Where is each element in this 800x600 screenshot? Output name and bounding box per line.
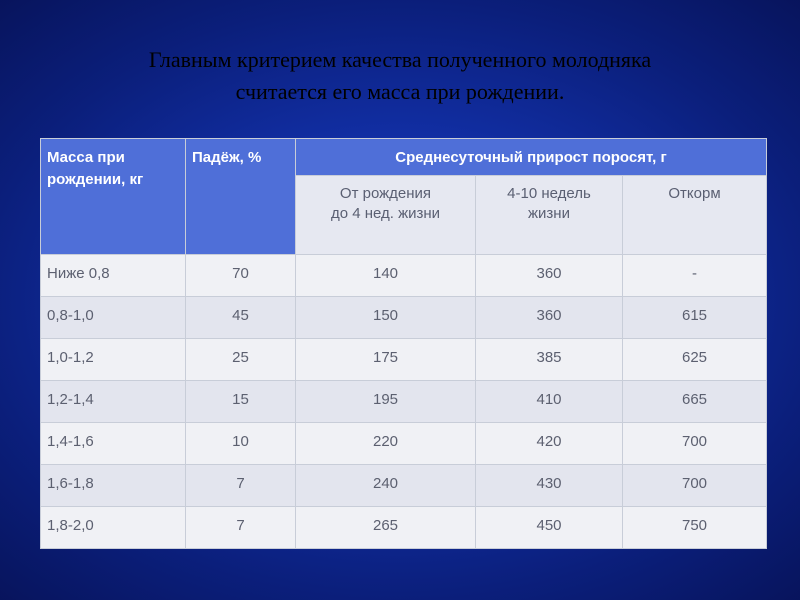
cell-fattening: 750 xyxy=(623,507,767,549)
header-daily-gain-group: Среднесуточный прирост поросят, г xyxy=(296,139,767,176)
table-header-row xyxy=(41,139,767,176)
cell-weeks-4-10: 420 xyxy=(476,423,623,465)
subheader-4-10-weeks-line-2: жизни xyxy=(528,205,570,223)
cell-weeks-4-10: 360 xyxy=(476,255,623,297)
cell-mass: 1,0-1,2 xyxy=(41,339,186,381)
cell-mass: Ниже 0,8 xyxy=(41,255,186,297)
header-mortality: Падёж, % xyxy=(186,139,296,255)
cell-weeks-4-10: 450 xyxy=(476,507,623,549)
cell-birth-4w: 220 xyxy=(296,423,476,465)
table-row xyxy=(41,381,767,423)
header-birth-mass-line-2: рождении, кг xyxy=(47,171,144,188)
subheader-fattening: Откорм xyxy=(623,176,767,255)
cell-birth-4w: 240 xyxy=(296,465,476,507)
cell-mass: 1,8-2,0 xyxy=(41,507,186,549)
birth-mass-table xyxy=(40,138,767,549)
cell-mass: 1,6-1,8 xyxy=(41,465,186,507)
table-row xyxy=(41,297,767,339)
cell-mass: 1,4-1,6 xyxy=(41,423,186,465)
slide-title-line-1: Главным критерием качества полученного молодняка xyxy=(148,47,652,72)
cell-weeks-4-10: 360 xyxy=(476,297,623,339)
cell-fattening: - xyxy=(623,255,767,297)
cell-birth-4w: 265 xyxy=(296,507,476,549)
cell-mortality: 7 xyxy=(186,465,296,507)
cell-birth-4w: 140 xyxy=(296,255,476,297)
cell-mortality: 7 xyxy=(186,507,296,549)
subheader-birth-to-4-weeks-line-2: до 4 нед. жизни xyxy=(330,205,441,223)
cell-mortality: 10 xyxy=(186,423,296,465)
cell-mass: 0,8-1,0 xyxy=(41,297,186,339)
cell-mortality: 70 xyxy=(186,255,296,297)
cell-fattening: 665 xyxy=(623,381,767,423)
slide-title-line-2: считается его масса при рождении. xyxy=(235,79,565,104)
cell-fattening: 615 xyxy=(623,297,767,339)
subheader-birth-to-4-weeks xyxy=(296,176,476,255)
cell-fattening: 700 xyxy=(623,423,767,465)
slide-title xyxy=(0,44,800,108)
table-row xyxy=(41,339,767,381)
cell-mortality: 15 xyxy=(186,381,296,423)
cell-birth-4w: 195 xyxy=(296,381,476,423)
cell-birth-4w: 150 xyxy=(296,297,476,339)
cell-weeks-4-10: 385 xyxy=(476,339,623,381)
subheader-4-10-weeks-line-1: 4-10 недель xyxy=(507,185,591,203)
header-birth-mass xyxy=(41,139,186,255)
cell-birth-4w: 175 xyxy=(296,339,476,381)
table-row xyxy=(41,423,767,465)
subheader-4-10-weeks xyxy=(476,176,623,255)
cell-fattening: 700 xyxy=(623,465,767,507)
table-row xyxy=(41,255,767,297)
cell-mortality: 25 xyxy=(186,339,296,381)
cell-mass: 1,2-1,4 xyxy=(41,381,186,423)
cell-weeks-4-10: 430 xyxy=(476,465,623,507)
subheader-birth-to-4-weeks-line-1: От рождения xyxy=(339,185,432,203)
cell-mortality: 45 xyxy=(186,297,296,339)
table-row xyxy=(41,465,767,507)
header-birth-mass-line-1: Масса при xyxy=(47,149,125,166)
cell-weeks-4-10: 410 xyxy=(476,381,623,423)
table-row xyxy=(41,507,767,549)
cell-fattening: 625 xyxy=(623,339,767,381)
